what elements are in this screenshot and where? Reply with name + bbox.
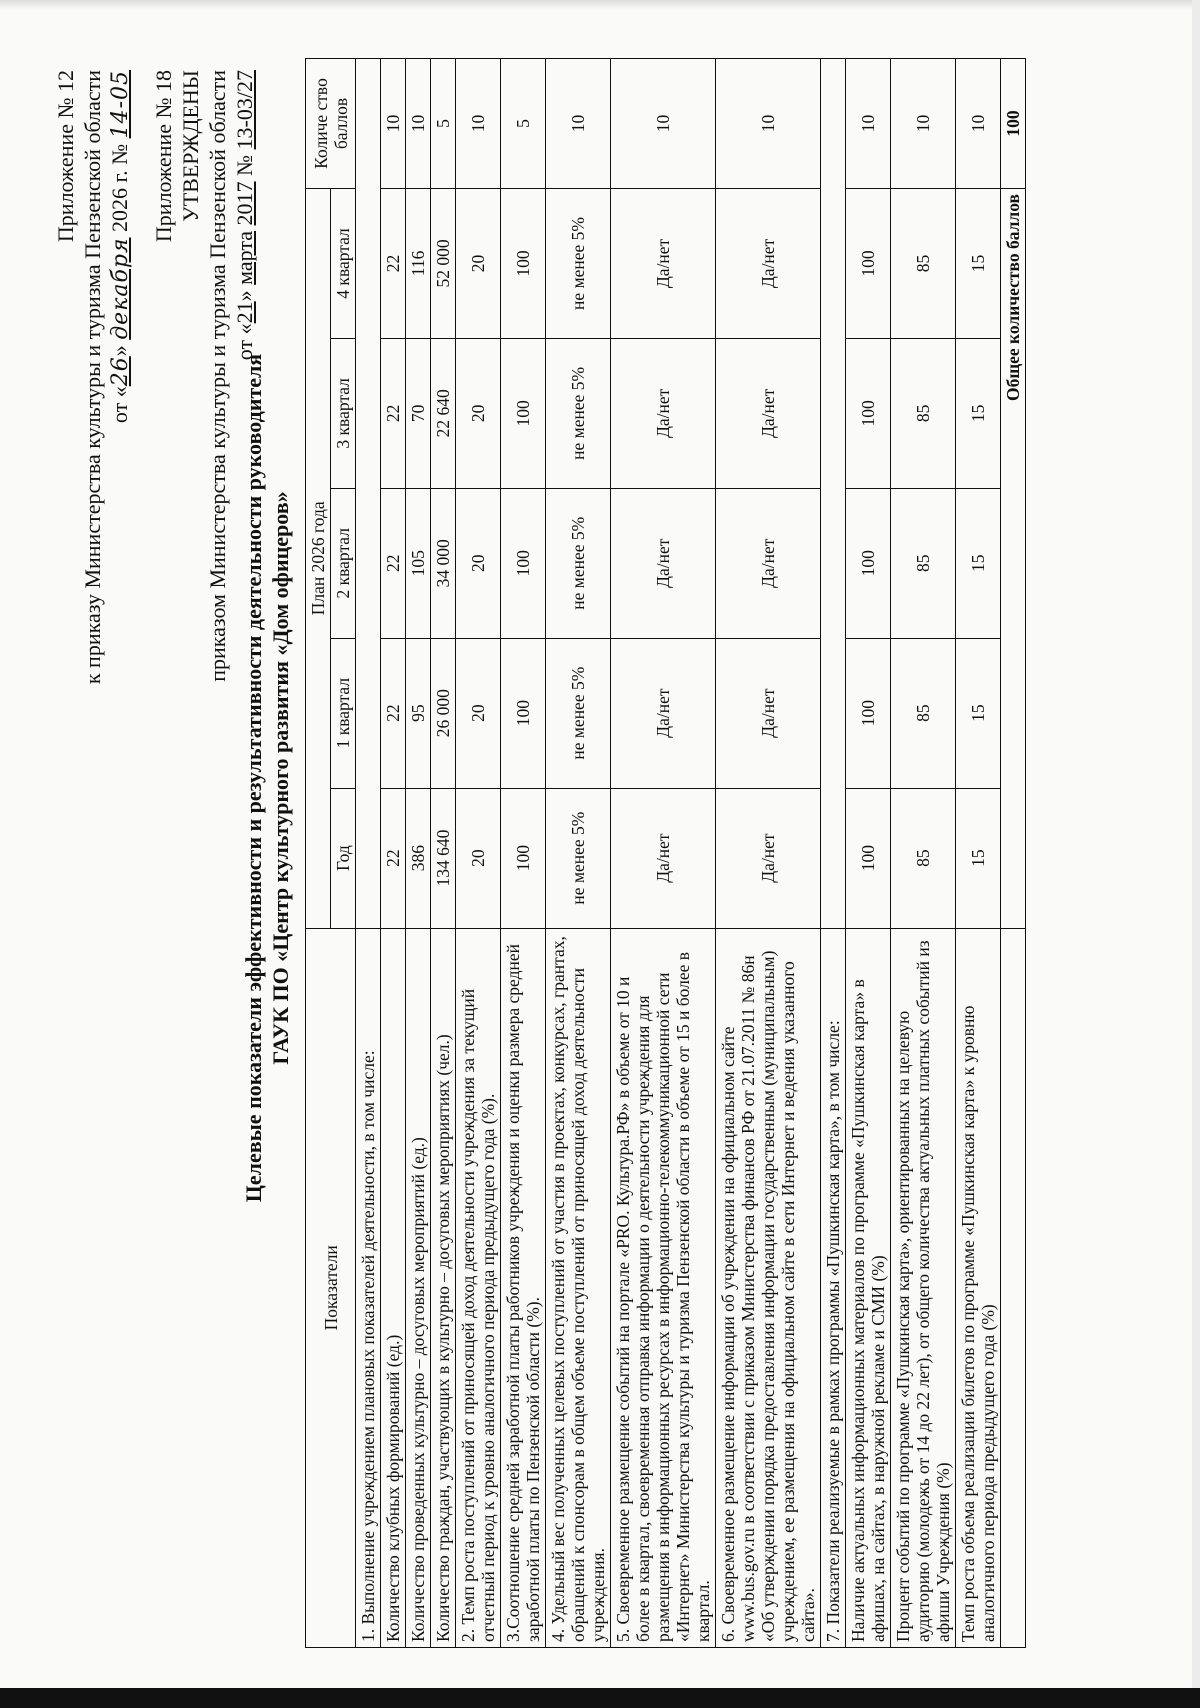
value-year: Да/нет [611,788,716,928]
value-year: 20 [456,788,501,928]
value-q1: Да/нет [611,638,716,788]
indicator-name: 2. Темп роста поступлений от приносящей доход деятельности учреждения за текущий отчетный период к уровню аналогичного периода предыдущего года (%). [456,928,501,1647]
value-q4: 116 [406,189,431,339]
col-q2: 2 квартал [331,488,356,638]
value-q3: 22 640 [431,338,456,488]
approved-label: УТВЕРЖДЕНЫ [178,70,203,222]
value-q3: Да/нет [716,338,821,488]
title-line-2: ГАУК ПО «Центр культурного развития «Дом офицеров» [268,491,293,1065]
value-year: не менее 5% [546,788,611,928]
value-year: Да/нет [716,788,821,928]
total-label: Общее количество баллов [1001,189,1026,929]
col-q3: 3 квартал [331,338,356,488]
value-q4: 20 [456,189,501,339]
value-year: 100 [846,788,891,928]
value-q1: Да/нет [716,638,821,788]
title-line-1: Целевые показатели эффективности и результативности деятельности руководителя [241,353,266,1203]
value-q3: 100 [846,338,891,488]
value-q3: 70 [406,338,431,488]
date-mid: » [232,290,257,302]
value-q2: 20 [456,488,501,638]
value-q4: не менее 5% [546,189,611,339]
value-year: 134 640 [431,788,456,928]
table-section-row [356,59,381,1648]
table-row [716,59,821,1648]
indicator-name: 7. Показатели реализуемые в рамках программы «Пушкинская карта», в том числе: [821,928,846,1647]
date-mid: » [107,345,132,357]
value-score: 10 [381,59,406,189]
value-q3: 22 [381,338,406,488]
table-section-row [821,59,846,1648]
indicator-name: 5. Своевременное размещение событий на портале «PRO. Культура.РФ» в объеме от 10 и более в квартал, своевременная отправка информации о деятельности учреждения для размещения в информационных ресурсах в информационно-телекоммуникационной сети «Интернет» Министерства культуры и туризма Пензенской области в объеме от 15 и более в квартал. [611,928,716,1647]
value-q3: 15 [956,338,1001,488]
value-q2: 105 [406,488,431,638]
value-q2: 100 [846,488,891,638]
value-score: 10 [611,59,716,189]
table-body [356,59,1026,1648]
value-year: 85 [891,788,956,928]
value-q4: Да/нет [716,189,821,339]
value-q4: 100 [846,189,891,339]
value-score: 5 [431,59,456,189]
value-q1: 100 [501,638,546,788]
number-prefix: № [232,154,257,176]
indicator-name: Наличие актуальных информационных материалов по программе «Пушкинская карта» в афишах, на сайтах, в наружной рекламе и СМИ (%) [846,928,891,1647]
indicator-name: 4. Удельный вес полученных целевых поступлений от участия в проектах, конкурсах, грантах, обращений к спонсорам в общем объеме поступлений от приносящей доход деятельности учреждения. [546,928,611,1647]
value-q2: Да/нет [716,488,821,638]
indicator-name: Процент событий по программе «Пушкинская карта», ориентированных на целевую аудиторию (молодежь от 14 до 22 лет), от общего количества актуальных платных событий из афиши Учреждения (%) [891,928,956,1647]
value-score: 10 [956,59,1001,189]
section-empty-cell [356,59,381,929]
number-prefix: № [107,143,132,165]
value-q2: не менее 5% [546,488,611,638]
indicator-name: Количество граждан, участвующих в культурно – досуговых мероприятиях (чел.) [431,928,456,1647]
value-score: 10 [846,59,891,189]
date-year: 2017 [232,181,257,226]
value-q3: не менее 5% [546,338,611,488]
table-row [381,59,406,1648]
date-prefix: от « [107,386,132,424]
order-reference: приказом Министерства культуры и туризма Пензенской области [205,70,230,682]
date-day: 26 [108,356,133,387]
document-title [240,228,294,1328]
value-year: 15 [956,788,1001,928]
date-day: 21 [232,301,257,324]
value-score: 10 [716,59,821,189]
appendix-number: Приложение № 12 [53,70,78,243]
value-q3: Да/нет [611,338,716,488]
value-q2: 34 000 [431,488,456,638]
col-plan: План 2026 года [306,189,331,929]
col-score: Количе ство баллов [306,59,356,189]
appendix-header-12 [52,70,134,684]
value-year: 100 [501,788,546,928]
table-row [891,59,956,1648]
col-indicators: Показатели [306,928,356,1647]
value-year: 22 [381,788,406,928]
value-q3: 100 [501,338,546,488]
table-row [456,59,501,1648]
value-q1: 95 [406,638,431,788]
table-row [956,59,1001,1648]
value-q4: 22 [381,189,406,339]
table-row [846,59,891,1648]
table-row [546,59,611,1648]
date-month: марта [232,230,257,285]
value-score: 5 [501,59,546,189]
indicator-name: Темп роста объема реализации билетов по программе «Пушкинская карта» к уровню аналогичного периода предыдущего года (%) [956,928,1001,1647]
table-row [611,59,716,1648]
appendix-number: Приложение № 18 [151,70,176,243]
value-q1: не менее 5% [546,638,611,788]
indicator-name: 3.Соотношение средней заработной платы работников учреждения и оценки размера средней заработной платы по Пензенской области (%). [501,928,546,1647]
total-value: 100 [1001,59,1026,189]
value-q2: 100 [501,488,546,638]
date-year: 2026 г. [107,170,132,232]
value-q3: 85 [891,338,956,488]
col-year: Год [331,788,356,928]
value-q4: Да/нет [611,189,716,339]
value-q2: Да/нет [611,488,716,638]
total-empty-cell [1001,928,1026,1647]
value-q1: 15 [956,638,1001,788]
indicator-name: 6. Своевременное размещение информации об учреждении на официальном сайте www.bus.gov.ru в соответствии с приказом Министерства финансов РФ от 21.07.2011 № 86н «Об утверждении порядка предоставления информации государственным (муниципальным) учреждением, ее размещения на официальном сайте в сети Интернет и ведения указанного сайта». [716,928,821,1647]
order-date-line [106,70,134,684]
value-score: 10 [406,59,431,189]
section-empty-cell [821,59,846,929]
indicators-table [305,58,1026,1648]
value-score: 10 [546,59,611,189]
indicator-name: 1. Выполнение учреждением плановых показателей деятельности, в том числе: [356,928,381,1647]
value-score: 10 [891,59,956,189]
value-q2: 22 [381,488,406,638]
col-q1: 1 квартал [331,638,356,788]
order-number: 14-05 [108,70,133,139]
order-reference: к приказу Министерства культуры и туризма Пензенской области [80,70,105,685]
value-q4: 52 000 [431,189,456,339]
date-month: декабря [108,237,133,340]
table-total-row [1001,59,1026,1648]
value-q2: 85 [891,488,956,638]
value-q1: 85 [891,638,956,788]
value-q4: 15 [956,189,1001,339]
value-q4: 100 [501,189,546,339]
value-q1: 26 000 [431,638,456,788]
value-q1: 20 [456,638,501,788]
order-number: 13-03/27 [232,70,257,150]
value-q4: 85 [891,189,956,339]
value-q1: 22 [381,638,406,788]
table-header-row [306,59,331,1648]
date-prefix: от « [232,323,257,361]
col-q4: 4 квартал [331,189,356,339]
value-q1: 100 [846,638,891,788]
indicator-name: Количество проведенных культурно – досуговых мероприятий (ед.) [406,928,431,1647]
value-q3: 20 [456,338,501,488]
value-q2: 15 [956,488,1001,638]
table-row [406,59,431,1648]
table-row [501,59,546,1648]
value-score: 10 [456,59,501,189]
table-row [431,59,456,1648]
value-year: 386 [406,788,431,928]
indicator-name: Количество клубных формирований (ед.) [381,928,406,1647]
